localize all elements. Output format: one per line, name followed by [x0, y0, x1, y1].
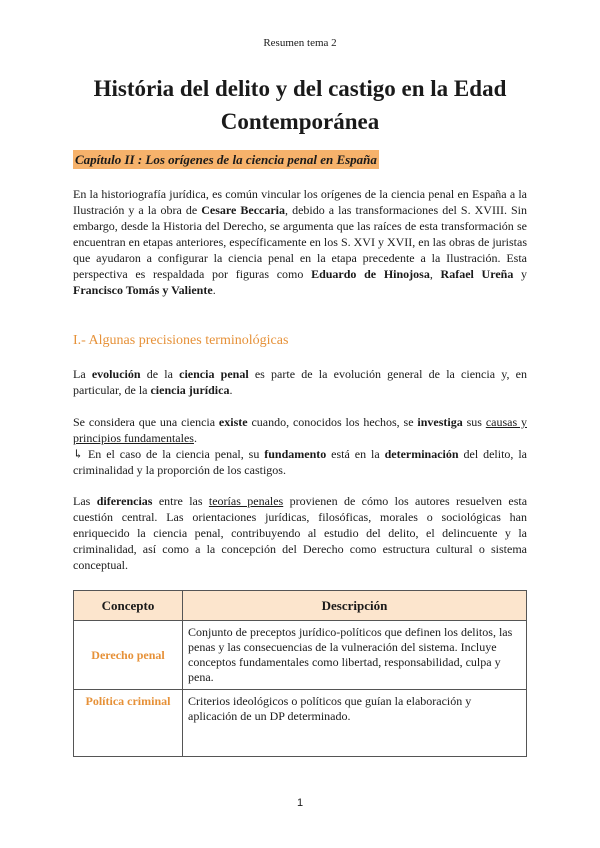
paragraph-fundamento: ↳ En el caso de la ciencia penal, su fundamento está en la determinación del delito, la criminalidad y la proporción de los castigos.	[73, 447, 527, 477]
concept-cell: Política criminal	[74, 690, 183, 757]
table-header-row	[74, 591, 527, 621]
name-tomas-valiente: Francisco Tomás y Valiente	[73, 283, 213, 297]
name-urena: Rafael Ureña	[440, 267, 514, 281]
name-beccaria: Cesare Beccaria	[201, 203, 286, 217]
concepts-table	[73, 590, 527, 757]
chapter-heading: Capítulo II : Los orígenes de la ciencia penal en España	[75, 152, 377, 167]
concept-cell: Derecho penal	[74, 621, 183, 690]
document-title: História del delito y del castigo en la Edad Contemporánea	[93, 76, 507, 134]
section-heading: I.- Algunas precisiones terminológicas	[73, 333, 289, 348]
page-number: 1	[296, 797, 304, 809]
paragraph-evolucion: La evolución de la ciencia penal es parte de la evolución general de la ciencia y, en particular, de la ciencia jurídica.	[73, 367, 527, 397]
table-row	[74, 621, 527, 690]
arrow-icon: ↳	[73, 447, 84, 461]
column-header-concepto: Concepto	[74, 591, 183, 621]
description-cell: Criterios ideológicos o políticos que guían la elaboración y aplicación de un DP determinado.	[183, 690, 527, 757]
name-hinojosa: Eduardo de Hinojosa	[311, 267, 430, 281]
table-row	[74, 690, 527, 757]
description-cell: Conjunto de preceptos jurídico-políticos que definen los delitos, las penas y las consecuencias de la vulneración del sistema. Incluye conceptos fundamentales como libertad, responsabilidad, culpa y pena.	[183, 621, 527, 690]
paragraph-diferencias: Las diferencias entre las teorías penales provienen de cómo los autores resuelven esta cuestión central. Las orientaciones jurídicas, filosóficas, morales o sociológicas han enriquecido la ciencia penal, contribuyendo al estudio del delito, el delincuente y la criminalidad, así como a la concepción del Derecho como estructura cultural o sistema conceptual.	[73, 494, 528, 572]
intro-paragraph: En la historiografía jurídica, es común vincular los orígenes de la ciencia penal en España a la Ilustración y a la obra de Cesare Beccaria, debido a las transformaciones del S. XVIII. Sin embargo, desde la Historia del Derecho, se argumenta que las raíces de esta transformación se encuentran en etapas anteriores, específicamente en los S. XVI y XVII, en las obras de juristas que ayudaron a configurar la ciencia penal en la etapa precedente a la Ilustración. Esta perspectiva es respaldada por figuras como Eduardo de Hinojosa, Rafael Ureña y Francisco Tomás y Valiente.	[73, 187, 528, 297]
paragraph-ciencia-existe: Se considera que una ciencia existe cuando, conocidos los hechos, se investiga sus causas y principios fundamentales.	[73, 415, 527, 445]
column-header-descripcion: Descripción	[183, 591, 527, 621]
page-header: Resumen tema 2	[263, 37, 337, 49]
